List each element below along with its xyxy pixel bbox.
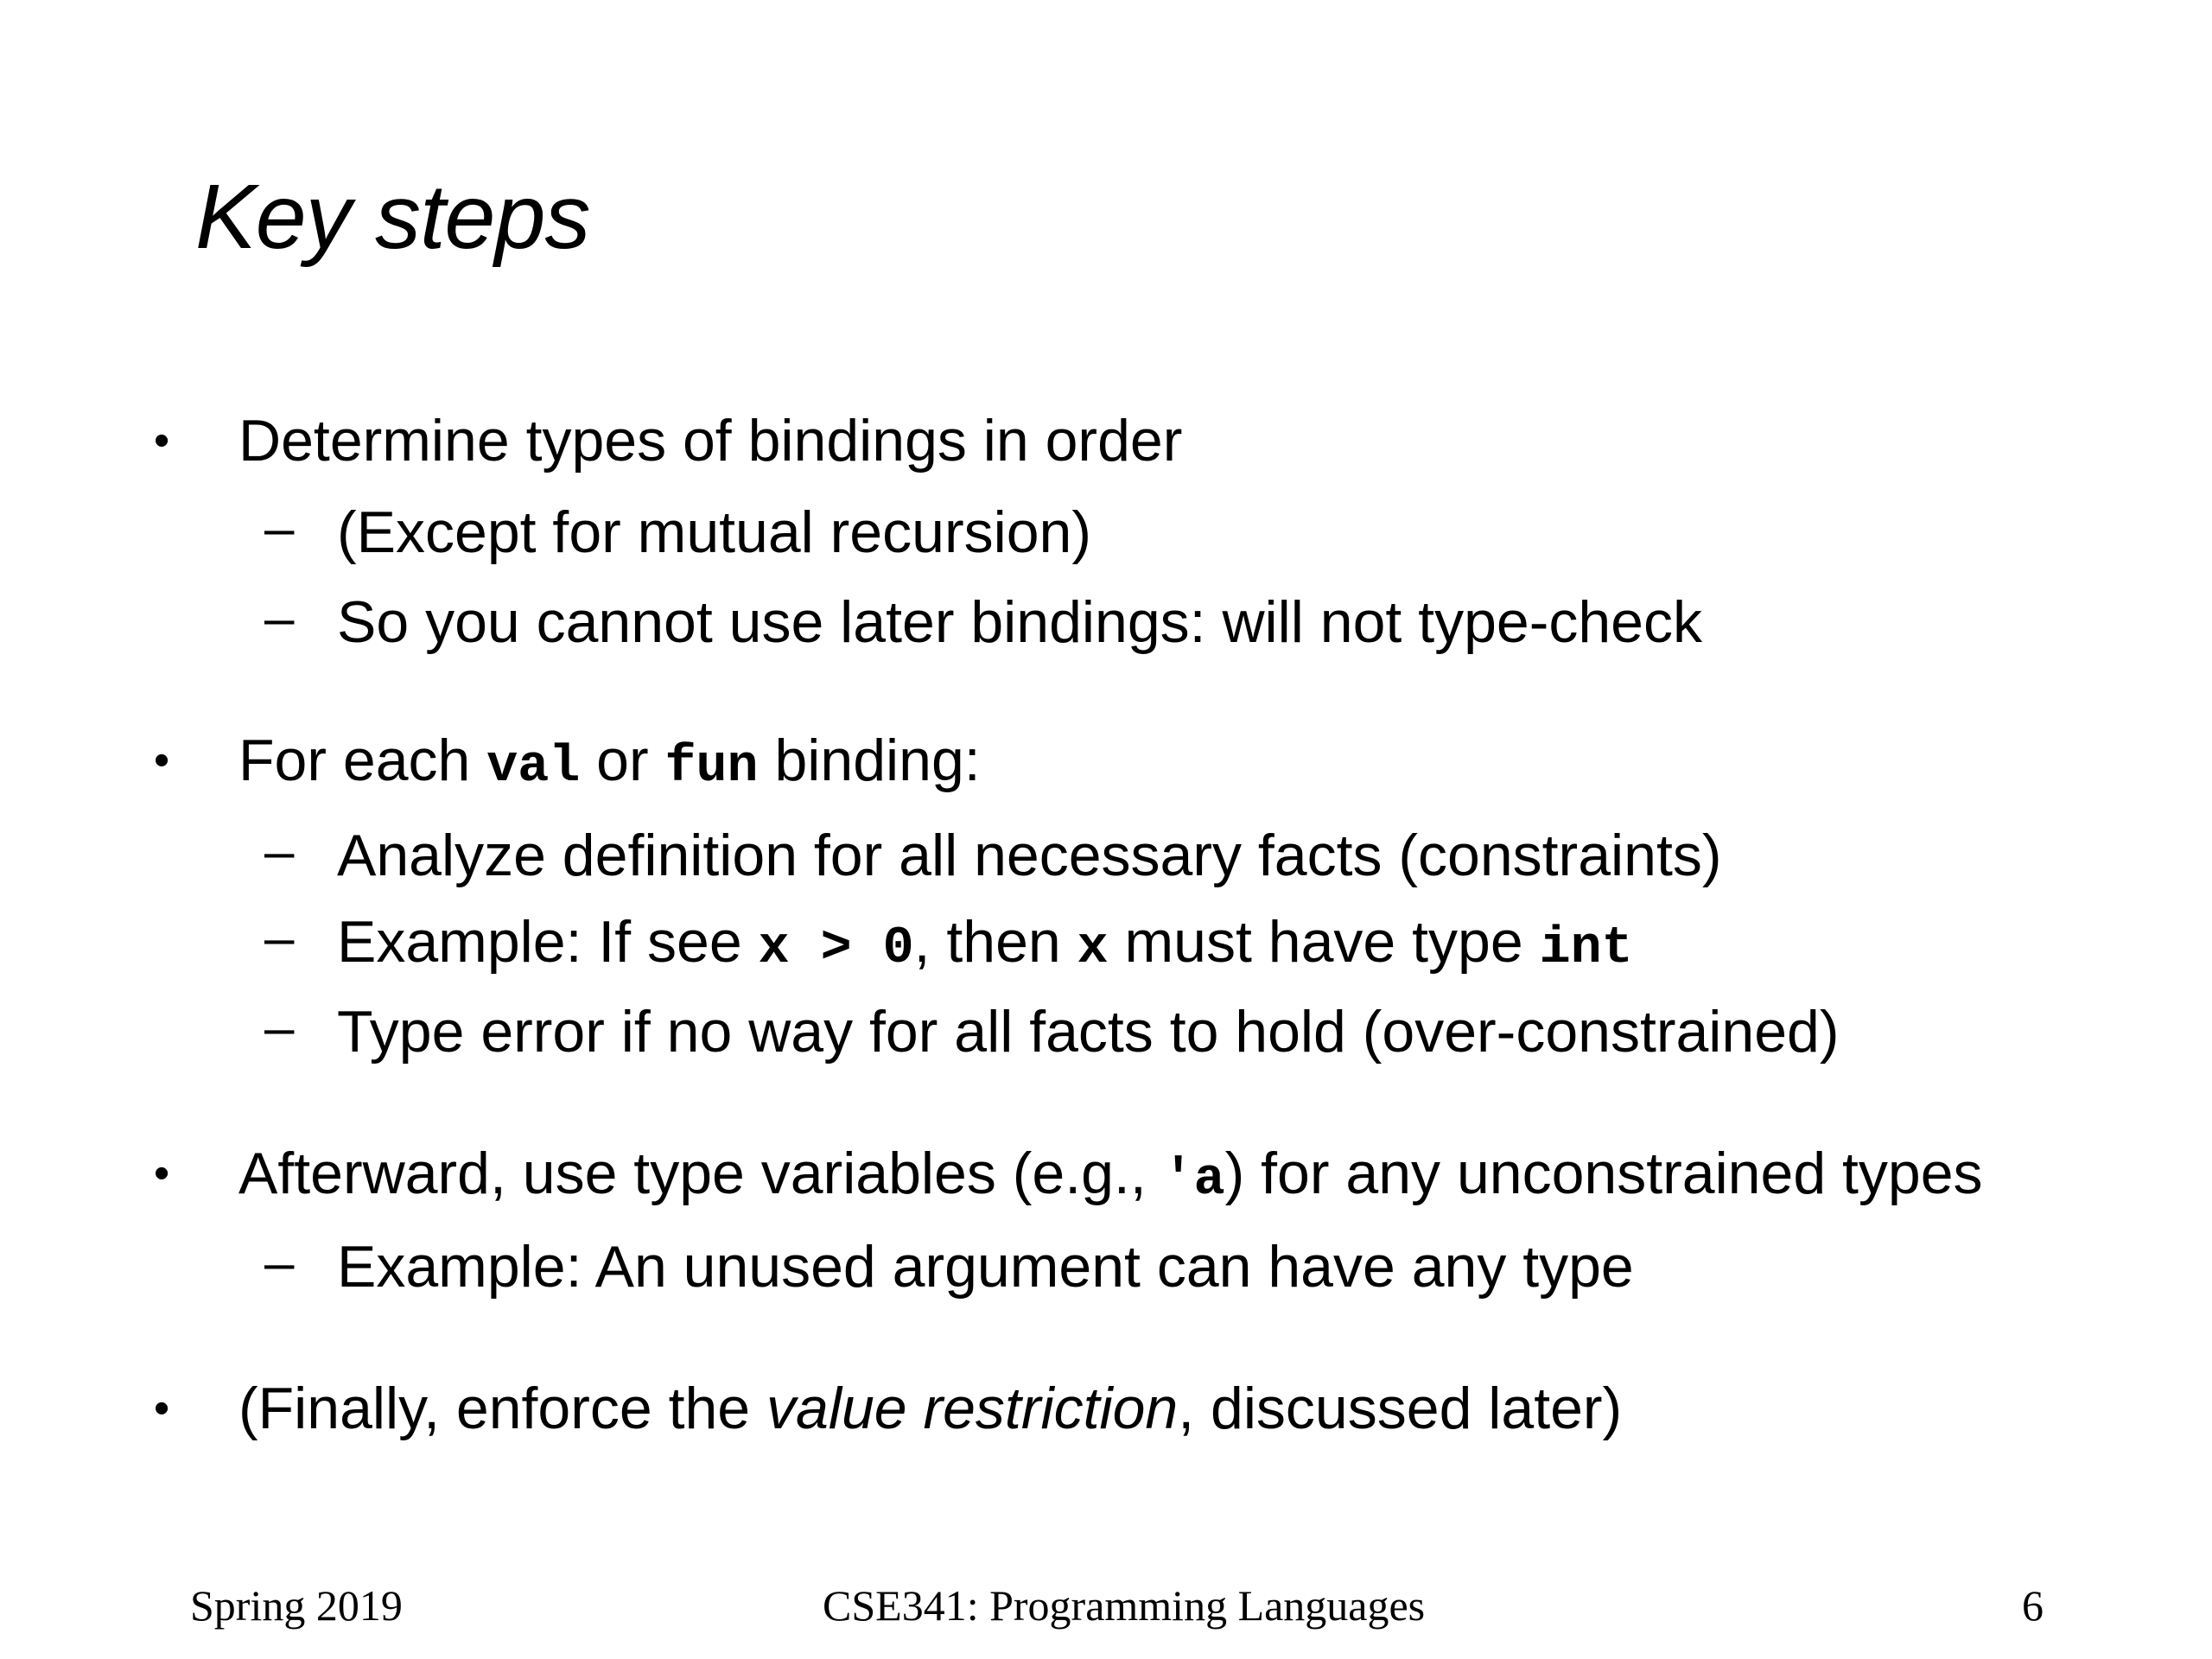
bullet-2-sub-example: Example: If see x > 0, then x must have type int (337, 909, 1633, 978)
bullet-1-sub-1: (Except for mutual recursion) (337, 499, 1091, 565)
code-x: x (1077, 919, 1109, 978)
dash-marker: – (264, 499, 295, 558)
bullet-marker: • (154, 416, 170, 466)
code-fun: fun (664, 738, 759, 797)
italic-term: value restriction (766, 1376, 1179, 1441)
bullet-marker: • (154, 1148, 170, 1198)
bullet-3-sub-1: Example: An unused argument can have any type (337, 1234, 1634, 1300)
bullet-1-sub-2: So you cannot use later bindings: will not type-check (337, 589, 1703, 655)
footer-date: Spring 2019 (190, 1581, 403, 1630)
dash-marker: – (264, 588, 295, 648)
dash-marker: – (264, 908, 295, 968)
dash-marker: – (264, 822, 295, 881)
dash-marker: – (264, 1233, 295, 1293)
slide-title: Key steps (195, 166, 590, 268)
code-int: int (1539, 919, 1633, 978)
code-type-var: 'a (1162, 1151, 1225, 1210)
footer-course: CSE341: Programming Languages (823, 1581, 1426, 1630)
bullet-3-text: Afterward, use type variables (e.g., 'a) for any unconstrained types (238, 1141, 1983, 1210)
bullet-marker: • (154, 1383, 170, 1433)
bullet-2-sub-1: Analyze definition for all necessary facts (constraints) (337, 823, 1722, 888)
code-expression: x > 0 (758, 919, 914, 978)
bullet-marker: • (154, 735, 170, 785)
bullet-2-sub-2: Type error if no way for all facts to hold (over-constrained) (337, 999, 1840, 1065)
bullet-4-text: (Finally, enforce the value restriction, discussed later) (238, 1376, 1623, 1441)
code-val: val (486, 738, 581, 797)
dash-marker: – (264, 998, 295, 1058)
bullet-1-text: Determine types of bindings in order (238, 408, 1183, 474)
bullet-2-text: For each val or fun binding: (238, 728, 981, 797)
page-number: 6 (2022, 1581, 2044, 1630)
